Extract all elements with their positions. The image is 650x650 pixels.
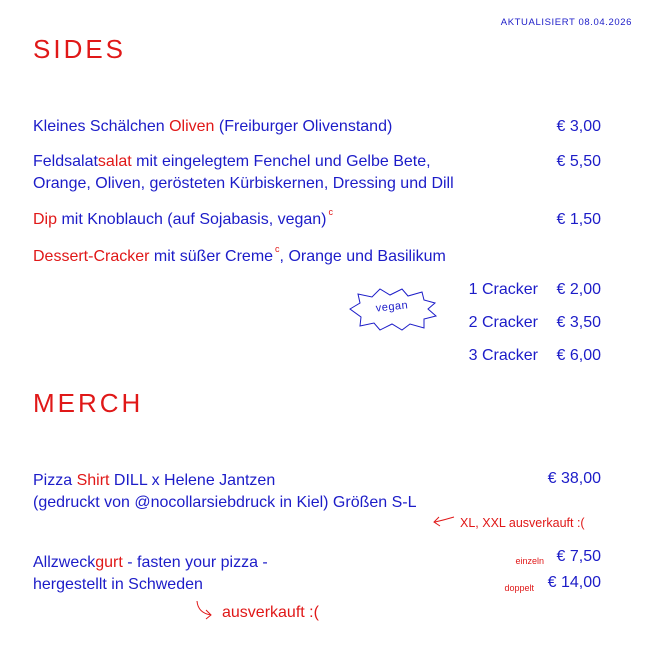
sides-heading: SIDES (33, 34, 127, 64)
item-text-line2: hergestellt in Schweden (33, 576, 203, 593)
cracker-option-label: 1 Cracker (468, 281, 538, 298)
vegan-badge (346, 286, 438, 332)
cracker-option-price: € 2,00 (556, 281, 601, 298)
item-highlight: gurt (95, 554, 123, 571)
price-belt-double: € 14,00 (547, 574, 601, 591)
item-text: Allzweck (33, 554, 96, 571)
item-text: DILL x Helene Jantzen (109, 472, 276, 489)
belt-single-label: einzeln (515, 556, 544, 566)
item-text: (Freiburger Olivenstand) (214, 118, 393, 135)
item-highlight: Dip (33, 211, 58, 228)
arrow-left-icon (432, 512, 456, 533)
item-text: Pizza (33, 472, 77, 489)
item-highlight: salat (97, 153, 132, 170)
item-text: mit süßer Creme (149, 248, 274, 265)
updated-date: AKTUALISIERT 08.04.2026 (500, 17, 632, 28)
belt-soldout-note: ausverkauft :( (222, 604, 319, 621)
price-dip: € 1,50 (556, 211, 601, 228)
item-text-line2: Orange, Oliven, gerösteten Kürbiskernen, Dressing und Dill (33, 175, 454, 192)
vegan-badge-label: vegan (375, 299, 409, 315)
menu-item-dip (33, 209, 333, 232)
price-salad: € 5,50 (556, 153, 601, 170)
merch-heading: MERCH (33, 388, 144, 418)
item-text: - fasten your pizza - (122, 554, 268, 571)
price-shirt: € 38,00 (547, 470, 601, 487)
item-highlight: Oliven (169, 118, 215, 135)
item-highlight: Dessert-Cracker (33, 248, 150, 265)
item-text: , Orange und Basilikum (279, 248, 446, 265)
item-highlight: Shirt (76, 472, 110, 489)
arrow-down-right-icon (194, 599, 218, 626)
belt-double-label: doppelt (504, 583, 534, 593)
cracker-option-label: 3 Cracker (468, 347, 538, 364)
item-text: Kleines Schälchen (33, 118, 170, 135)
menu-item-cracker (33, 246, 446, 269)
footnote-marker: c (275, 244, 280, 254)
merch-item-belt (33, 552, 268, 596)
item-text-line2: (gedruckt von @nocollarsiebdruck in Kiel) Größen S-L (33, 494, 417, 511)
cracker-option-label: 2 Cracker (468, 314, 538, 331)
item-text: mit eingelegtem Fenchel und Gelbe Bete, (131, 153, 431, 170)
footnote-marker: c (328, 207, 333, 217)
price-olives: € 3,00 (556, 118, 601, 135)
shirt-soldout-note: XL, XXL ausverkauft :( (460, 516, 585, 530)
cracker-option-price: € 3,50 (556, 314, 601, 331)
menu-item-olives (33, 116, 392, 138)
menu-item-salad (33, 151, 454, 195)
item-text: mit Knoblauch (auf Sojabasis, vegan) (57, 211, 327, 228)
merch-item-shirt (33, 470, 417, 514)
price-belt-single: € 7,50 (556, 548, 601, 565)
cracker-option-price: € 6,00 (556, 347, 601, 364)
item-text: Feldsalat (33, 153, 98, 170)
